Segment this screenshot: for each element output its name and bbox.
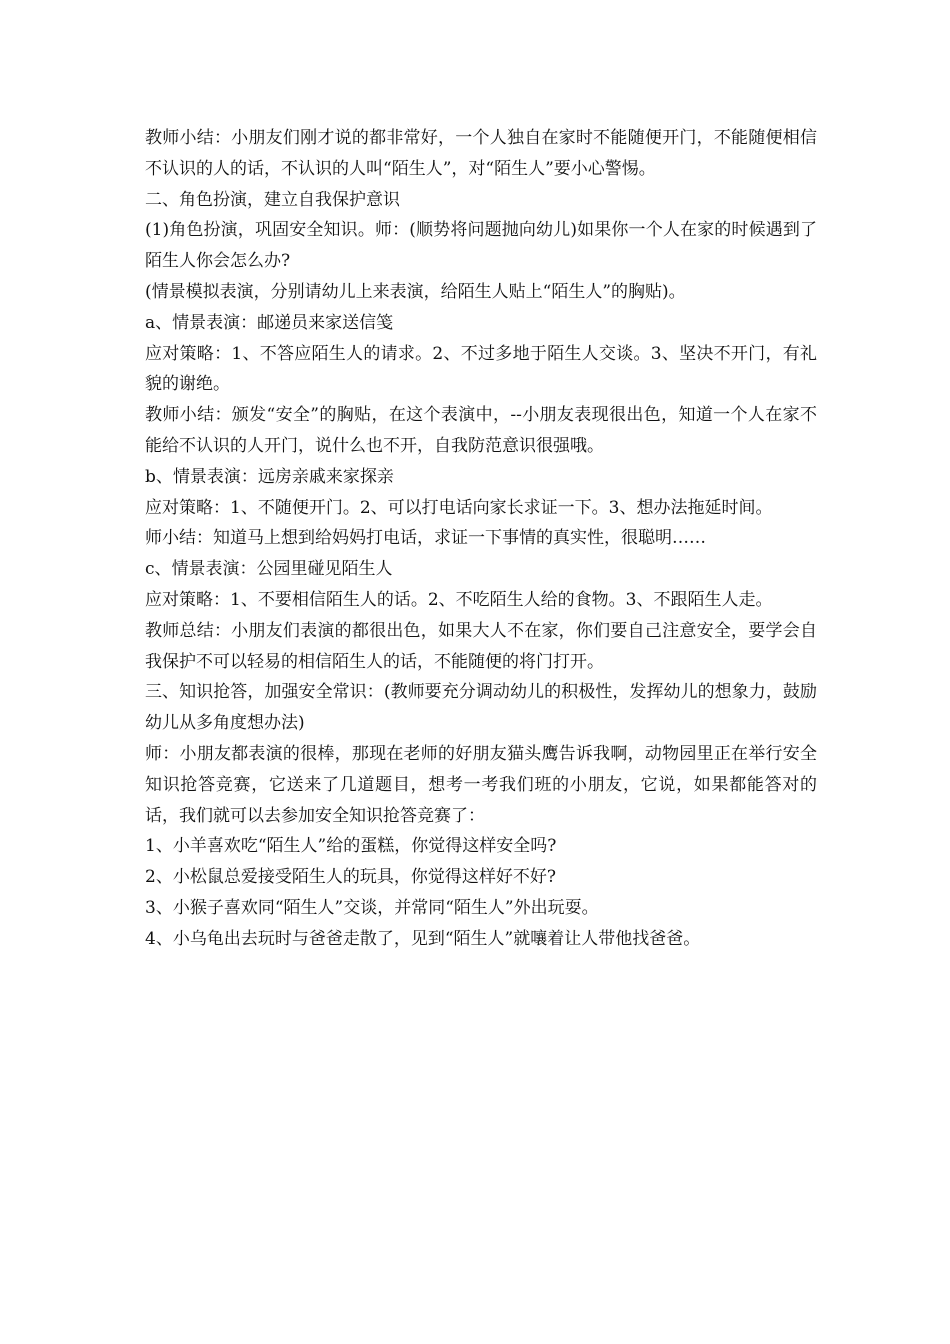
quiz-question-4: 4、小乌龟出去玩时与爸爸走散了，见到“陌生人”就嚷着让人带他找爸爸。 xyxy=(145,928,701,949)
heading-quiz: 三、知识抢答，加强安全常识：(教师要充分调动幼儿的积极性，发挥幼儿的想象力，鼓励幼儿从多角度想办法) xyxy=(145,682,817,734)
paragraph-teacher-conclusion: 教师总结：小朋友们表演的都很出色，如果大人不在家，你们要自己注意安全，要学会自我保护不可以轻易的相信陌生人的话，不能随便的将门打开。 xyxy=(145,620,817,672)
scenario-c-strategy: 应对策略：1、不要相信陌生人的话。2、不吃陌生人给的食物。3、不跟陌生人走。 xyxy=(145,589,773,610)
quiz-question-2: 2、小松鼠总爱接受陌生人的玩具，你觉得这样好不好? xyxy=(145,867,556,888)
scenario-b-strategy: 应对策略：1、不随便开门。2、可以打电话向家长求证一下。3、想办法拖延时间。 xyxy=(145,497,773,518)
quiz-question-3: 3、小猴子喜欢同“陌生人”交谈，并常同“陌生人”外出玩耍。 xyxy=(145,897,599,918)
scenario-b-summary: 师小结：知道马上想到给妈妈打电话，求证一下事情的真实性，很聪明…… xyxy=(145,528,706,549)
scenario-b-title: b、情景表演：远房亲戚来家探亲 xyxy=(145,466,394,487)
scenario-a-title: a、情景表演：邮递员来家送信笺 xyxy=(145,312,394,333)
paragraph-role-play-intro: (1)角色扮演，巩固安全知识。师：(顺势将问题抛向幼儿)如果你一个人在家的时候遇到了陌生人你会怎么办? xyxy=(145,220,817,272)
scenario-a-summary: 教师小结：颁发“安全”的胸贴，在这个表演中，--小朋友表现很出色，知道一个人在家不能给不认识的人开门，说什么也不开，自我防范意识很强哦。 xyxy=(145,405,817,456)
paragraph-teacher-summary-1: 教师小结：小朋友们刚才说的都非常好，一个人独自在家时不能随便开门，不能随便相信不认识的人的话，不认识的人叫“陌生人”，对“陌生人”要小心警惕。 xyxy=(145,128,817,179)
paragraph-scenario-note: (情景模拟表演，分别请幼儿上来表演，给陌生人贴上“陌生人”的胸贴)。 xyxy=(145,281,686,302)
scenario-c-title: c、情景表演：公园里碰见陌生人 xyxy=(145,559,393,580)
scenario-a-strategy: 应对策略：1、不答应陌生人的请求。2、不过多地于陌生人交谈。3、坚决不开门，有礼貌的谢绝。 xyxy=(145,343,817,395)
document-body xyxy=(145,123,817,955)
paragraph-quiz-intro: 师：小朋友都表演的很棒，那现在老师的好朋友猫头鹰告诉我啊，动物园里正在举行安全知识抢答竞赛，它送来了几道题目，想考一考我们班的小朋友，它说，如果都能答对的话，我们就可以去参加安全知识抢答竞赛了： xyxy=(145,743,817,826)
quiz-question-1: 1、小羊喜欢吃“陌生人”给的蛋糕，你觉得这样安全吗? xyxy=(145,836,557,857)
heading-role-play: 二、角色扮演，建立自我保护意识 xyxy=(145,189,400,210)
